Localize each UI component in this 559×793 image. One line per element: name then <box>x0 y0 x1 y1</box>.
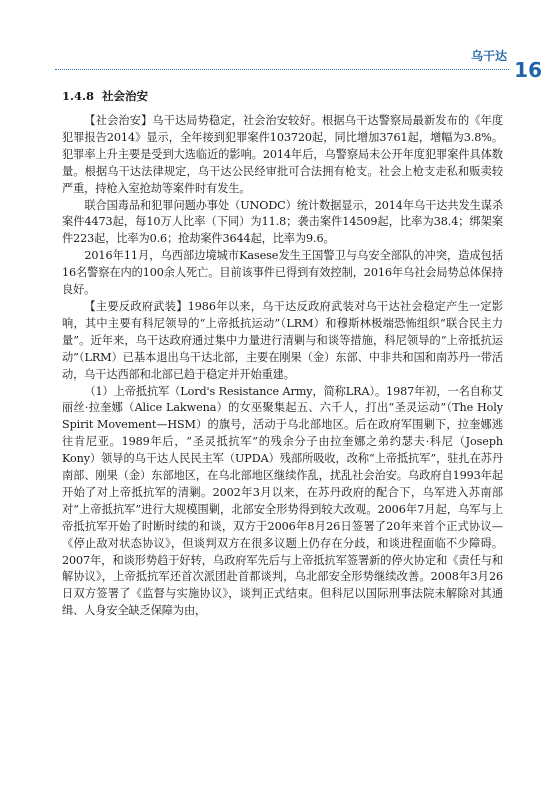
paragraph-kasese-conflict: 2016年11月，乌西部边境城市Kasese发生王国警卫与乌安全部队的冲突，造成包括16名警察在内的100余人死亡。目前该事件已得到有效控制，2016年乌社会局势总体保持良好。 <box>62 249 503 297</box>
page-body <box>62 88 503 620</box>
running-title: 乌干达 <box>470 49 507 63</box>
paragraph-public-security: 【社会治安】乌干达局势稳定，社会治安较好。根据乌干达警察局最新发布的《年度犯罪报告2014》显示，全年接到犯罪案件103720起，同比增加3761起，增幅为3.8%。犯罪率上升主要是受到大选临近的影响。2014年后，乌警察局未公开年度犯罪案件具体数量。根据乌干达法律规定，乌干达公民经审批可合法拥有枪支。社会上枪支走私和贩卖较严重，持枪入室抢劫等案件时有发生。 <box>62 114 503 195</box>
section-heading <box>62 88 503 104</box>
section-number: 1.4.8 <box>62 89 95 103</box>
paragraph-lra: （1）上帝抵抗军（Lord's Resistance Army，简称LRA）。1987年初，一名自称艾丽丝·拉奎娜（Alice Lakwena）的女巫聚集起五、六千人，打出“圣灵运动”（The Holy Spirit Movement—HSM）的旗号，活动于乌北部地区。后在政府军围剿下，拉奎娜逃往肯尼亚。1989年后，“圣灵抵抗军”的残余分子由拉奎娜之弟约瑟夫·科尼（Joseph Kony）领导的乌干达人民民主军（UPDA）残部所吸收，改称“上帝抵抗军”，驻扎在苏丹南部、刚果（金）东部地区，在乌北部地区继续作乱，扰乱社会治安。乌政府自1993年起开始了对上帝抵抗军的清剿。2002年3月以来，在苏丹政府的配合下，乌军进入苏南部对“上帝抵抗军”进行大规模围剿，北部安全形势得到较大改观。2006年7月起，乌军与上帝抵抗军开始了时断时续的和谈，双方于2006年8月26日签署了20年来首个正式协议—《停止敌对状态协议》，但谈判双方在很多议题上仍存在分歧，和谈进程面临不少障碍。2007年，和谈形势趋于好转，乌政府军先后与上帝抵抗军签署新的停火协定和《责任与和解协议》，上帝抵抗军还首次派团赴首都谈判，乌北部安全形势继续改善。2008年3月26日双方签署了《监督与实施协议》，谈判正式结束。但科尼以国际刑事法院未解除对其通缉、人身安全缺乏保障为由， <box>62 384 503 618</box>
paragraph-unodc-statistics: 联合国毒品和犯罪问题办事处（UNODC）统计数据显示，2014年乌干达共发生谋杀案件4473起，每10万人比率（下同）为11.8；袭击案件14509起，比率为38.4；绑架案件223起，比率为0.6；抢劫案件3644起，比率为9.6。 <box>62 198 503 246</box>
section-title: 社会治安 <box>102 89 149 103</box>
header-divider <box>55 69 509 70</box>
page-number: 16 <box>514 58 542 82</box>
paragraph-armed-groups: 【主要反政府武装】1986年以来，乌干达反政府武装对乌干达社会稳定产生一定影响，其中主要有科尼领导的“上帝抵抗运动”（LRM）和穆斯林极端恐怖组织“联合民主力量”。近年来，乌干达政府通过集中力量进行清剿与和谈等措施，科尼领导的“上帝抵抗运动”（LRM）已基本退出乌干达北部，主要在刚果（金）东部、中非共和国和南苏丹一带活动，乌干达西部和北部已趋于稳定并开始重建。 <box>62 299 503 381</box>
